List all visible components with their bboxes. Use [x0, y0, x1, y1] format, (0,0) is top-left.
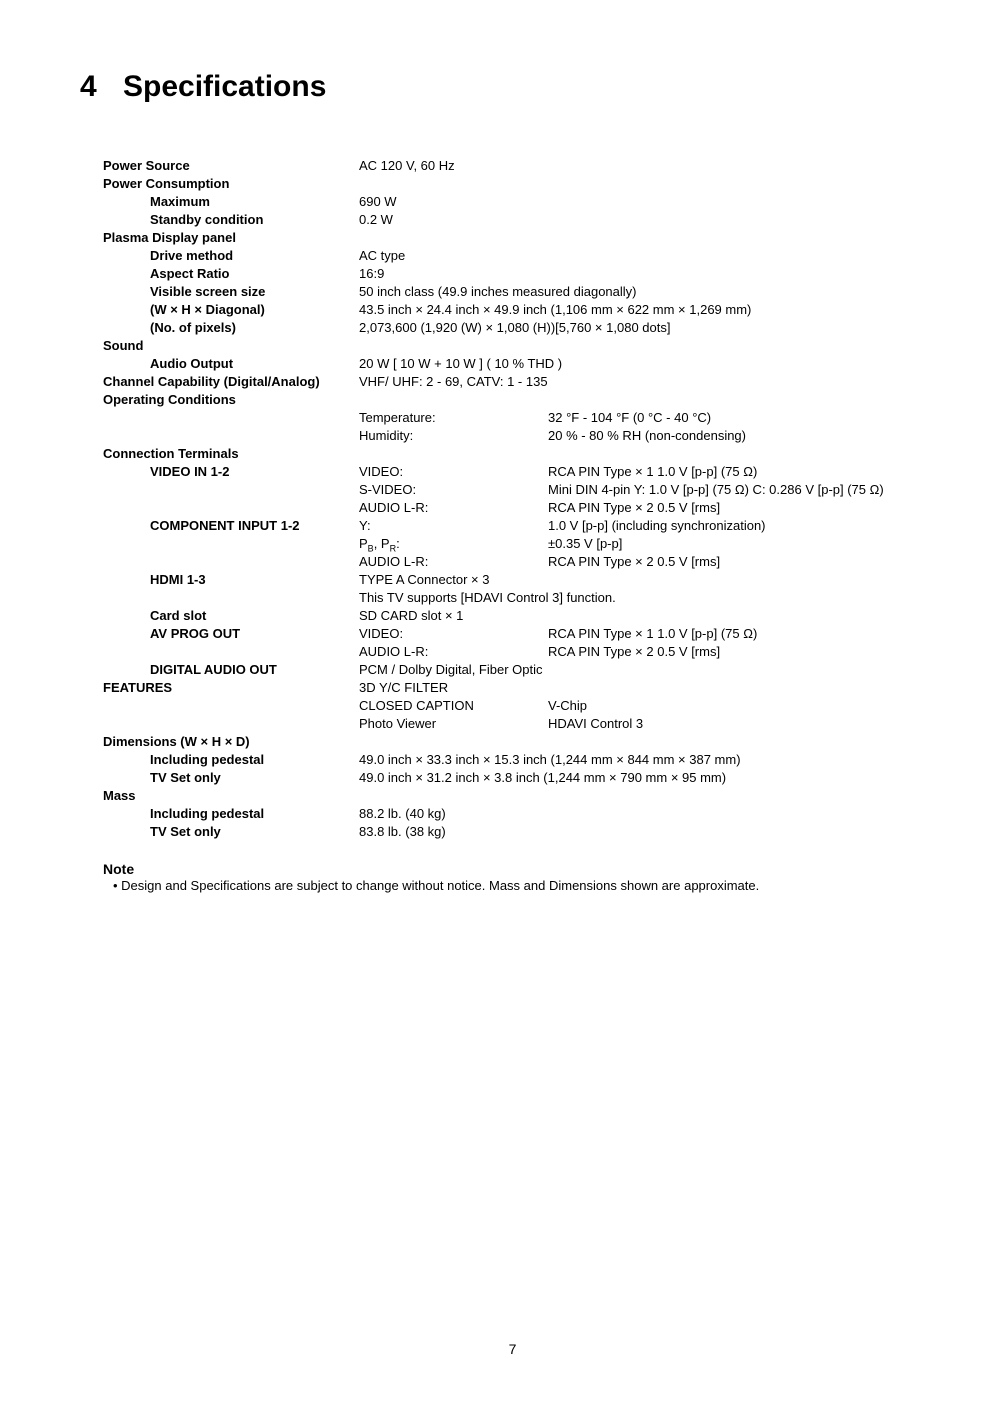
spec-label: Visible screen size: [150, 284, 266, 299]
spec-detail: RCA PIN Type × 1 1.0 V [p-p] (75 Ω): [548, 626, 758, 641]
spec-value: 83.8 lb. (38 kg): [359, 824, 446, 839]
spec-value: 43.5 inch × 24.4 inch × 49.9 inch (1,106 mm × 622 mm × 1,269 mm): [359, 302, 752, 317]
subscript: R: [389, 543, 397, 554]
spec-detail: Mini DIN 4-pin Y: 1.0 V [p-p] (75 Ω) C: 0.286 V [p-p] (75 Ω): [548, 482, 884, 497]
spec-detail: 32 °F - 104 °F (0 °C - 40 °C): [548, 410, 712, 425]
spec-value: Photo Viewer: [359, 716, 437, 731]
spec-label: Channel Capability (Digital/Analog): [103, 374, 320, 389]
spec-value: 3D Y/C FILTER: [359, 680, 449, 695]
spec-detail: RCA PIN Type × 2 0.5 V [rms]: [548, 554, 721, 569]
text-part: ,: [373, 536, 381, 551]
spec-detail: 1.0 V [p-p] (including synchronization): [548, 518, 766, 533]
spec-detail: ±0.35 V [p-p]: [548, 536, 623, 551]
spec-label: Drive method: [150, 248, 234, 263]
spec-label: Including pedestal: [150, 752, 265, 767]
spec-detail: RCA PIN Type × 2 0.5 V [rms]: [548, 500, 721, 515]
spec-value: 2,073,600 (1,920 (W) × 1,080 (H))[5,760 × 1,080 dots]: [359, 320, 671, 335]
spec-value-pb-pr: [359, 535, 400, 553]
text-part: P: [359, 536, 368, 551]
note-text: • Design and Specifications are subject to change without notice. Mass and Dimensions shown are approximate.: [113, 878, 760, 893]
spec-label: Dimensions (W × H × D): [103, 734, 250, 749]
spec-value: TYPE A Connector × 3: [359, 572, 490, 587]
spec-label: Maximum: [150, 194, 210, 209]
spec-value: Temperature:: [359, 410, 436, 425]
spec-value: AUDIO L-R:: [359, 500, 429, 515]
spec-label: AV PROG OUT: [150, 626, 241, 641]
spec-value: Y:: [359, 518, 371, 533]
spec-label: Card slot: [150, 608, 207, 623]
spec-label: Power Source: [103, 158, 190, 173]
spec-value: 49.0 inch × 31.2 inch × 3.8 inch (1,244 mm × 790 mm × 95 mm): [359, 770, 727, 785]
spec-label: Operating Conditions: [103, 392, 236, 407]
spec-value: AUDIO L-R:: [359, 644, 429, 659]
subscript: B: [367, 543, 374, 554]
text-part: :: [396, 536, 400, 551]
spec-label: TV Set only: [150, 770, 221, 785]
spec-value: 88.2 lb. (40 kg): [359, 806, 446, 821]
spec-value: AC 120 V, 60 Hz: [359, 158, 455, 173]
spec-value: PCM / Dolby Digital, Fiber Optic: [359, 662, 543, 677]
spec-value: This TV supports [HDAVI Control 3] function.: [359, 590, 616, 605]
spec-label: (W × H × Diagonal): [150, 302, 265, 317]
spec-label: TV Set only: [150, 824, 221, 839]
spec-label: DIGITAL AUDIO OUT: [150, 662, 277, 677]
spec-label: Connection Terminals: [103, 446, 239, 461]
note-title: Note: [103, 861, 135, 877]
spec-value: 20 W [ 10 W + 10 W ] ( 10 % THD ): [359, 356, 563, 371]
spec-value: Humidity:: [359, 428, 414, 443]
spec-label: FEATURES: [103, 680, 173, 695]
spec-detail: 20 % - 80 % RH (non-condensing): [548, 428, 746, 443]
spec-value: AUDIO L-R:: [359, 554, 429, 569]
spec-value: 49.0 inch × 33.3 inch × 15.3 inch (1,244 mm × 844 mm × 387 mm): [359, 752, 741, 767]
spec-value: VIDEO:: [359, 464, 404, 479]
spec-detail: V-Chip: [548, 698, 588, 713]
spec-label: Including pedestal: [150, 806, 265, 821]
spec-value: S-VIDEO:: [359, 482, 417, 497]
section-number: 4: [80, 70, 97, 103]
spec-label: Sound: [103, 338, 144, 353]
spec-value: 0.2 W: [359, 212, 393, 227]
spec-label: COMPONENT INPUT 1-2: [150, 518, 300, 533]
spec-label: Audio Output: [150, 356, 234, 371]
spec-value: SD CARD slot × 1: [359, 608, 464, 623]
text-part: P: [380, 536, 390, 551]
spec-label: Power Consumption: [103, 176, 230, 191]
spec-value: AC type: [359, 248, 406, 263]
spec-label: Plasma Display panel: [103, 230, 236, 245]
spec-detail: HDAVI Control 3: [548, 716, 644, 731]
spec-label: Aspect Ratio: [150, 266, 230, 281]
spec-detail: RCA PIN Type × 2 0.5 V [rms]: [548, 644, 721, 659]
spec-value: 50 inch class (49.9 inches measured diagonally): [359, 284, 637, 299]
spec-label: Standby condition: [150, 212, 264, 227]
spec-value: 16:9: [359, 266, 385, 281]
spec-label: VIDEO IN 1-2: [150, 464, 230, 479]
spec-value: 690 W: [359, 194, 397, 209]
page-title: [80, 70, 326, 104]
spec-value: CLOSED CAPTION: [359, 698, 474, 713]
spec-label: (No. of pixels): [150, 320, 236, 335]
spec-value: VIDEO:: [359, 626, 404, 641]
section-title: Specifications: [123, 70, 327, 103]
page-number: 7: [508, 1341, 517, 1357]
spec-detail: RCA PIN Type × 1 1.0 V [p-p] (75 Ω): [548, 464, 758, 479]
spec-label: Mass: [103, 788, 136, 803]
spec-value: VHF/ UHF: 2 - 69, CATV: 1 - 135: [359, 374, 548, 389]
spec-label: HDMI 1-3: [150, 572, 206, 587]
